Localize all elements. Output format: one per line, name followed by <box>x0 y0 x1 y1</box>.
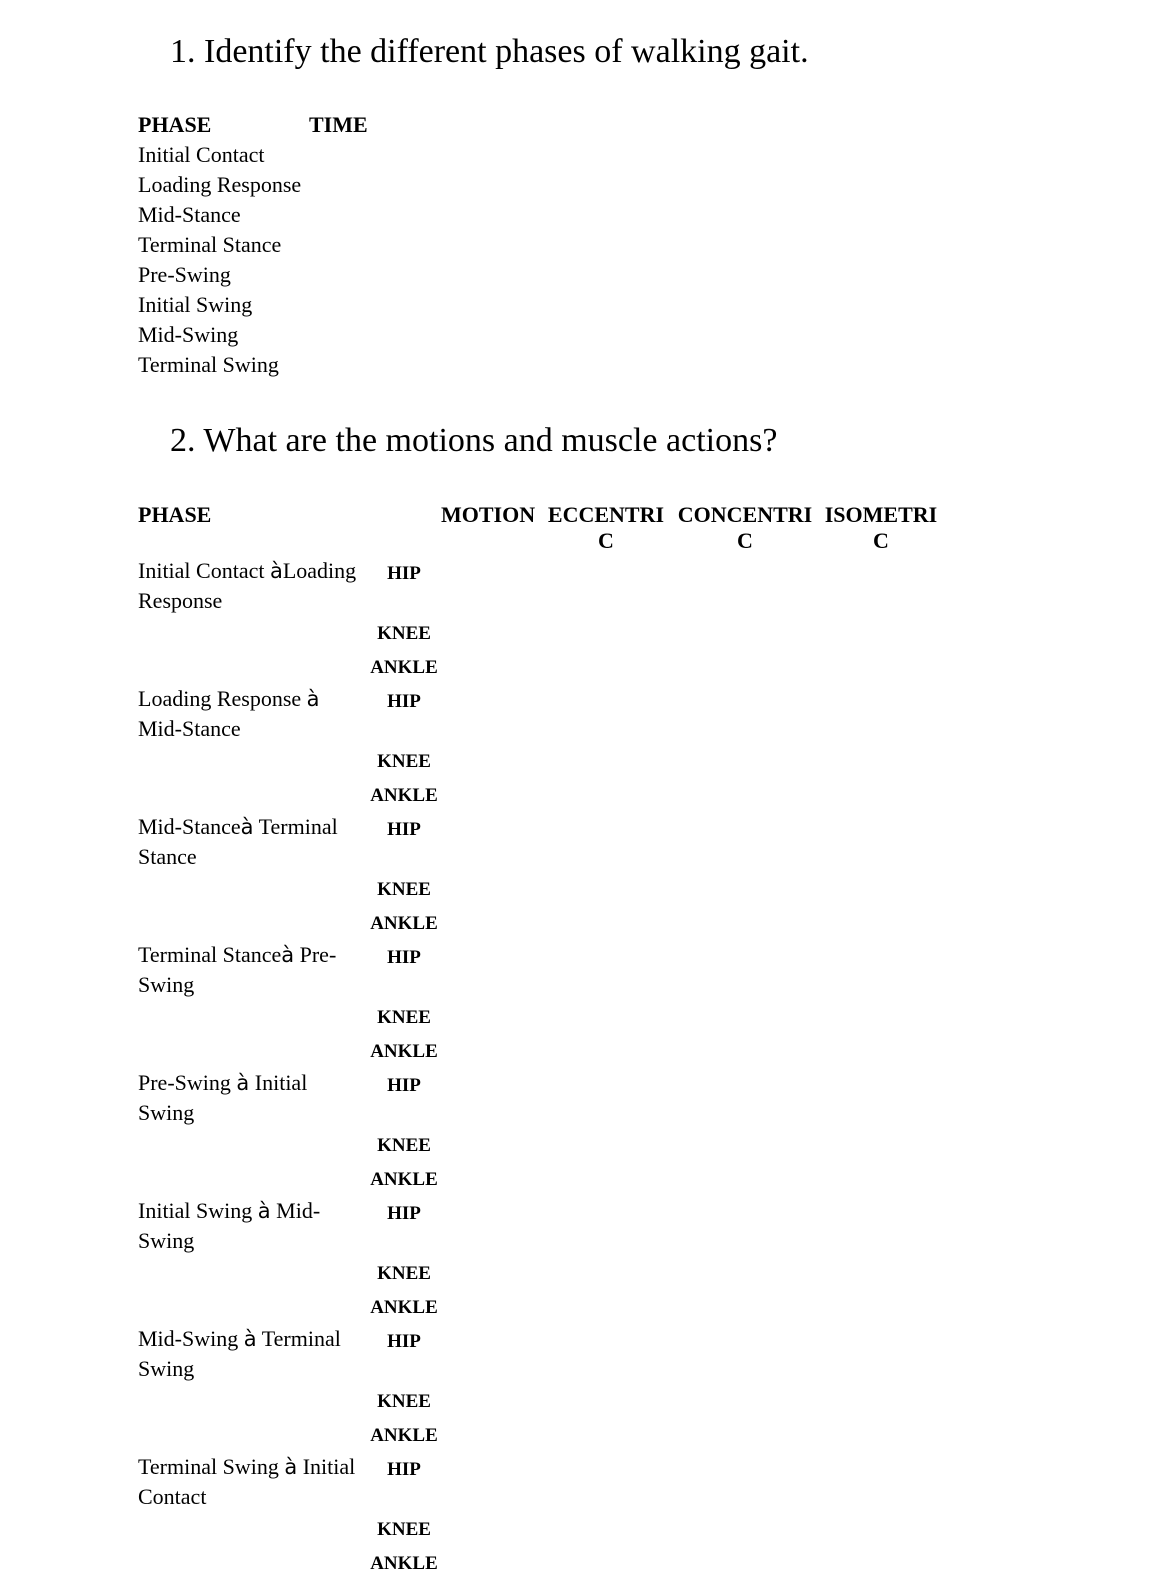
q2-eccentric-header: ECCENTRI C <box>547 502 665 553</box>
phase-line2: Response <box>138 588 223 613</box>
joint-label-knee: KNEE <box>377 1007 431 1028</box>
joint-label-hip: HIP <box>387 1459 421 1480</box>
q2-phase-label <box>138 1196 320 1256</box>
q2-phase-header: PHASE <box>138 502 212 527</box>
joint-label-knee: KNEE <box>377 1391 431 1412</box>
joint-label-ankle: ANKLE <box>370 1041 438 1062</box>
joint-label-hip: HIP <box>387 1331 421 1352</box>
q2-phase-label <box>138 940 336 1000</box>
q1-phase-item: Pre-Swing <box>138 262 231 287</box>
phase-from: Initial Swing <box>138 1198 258 1223</box>
phase-line2: Swing <box>138 1100 195 1125</box>
phase-from: Loading Response <box>138 686 307 711</box>
phase-from: Terminal Stance <box>138 942 282 967</box>
joint-label-hip: HIP <box>387 691 421 712</box>
phase-to: Mid- <box>270 1198 321 1223</box>
phase-to: Initial <box>249 1070 308 1095</box>
joint-label-ankle: ANKLE <box>370 913 438 934</box>
q2-isometric-header: ISOMETRI C <box>824 502 938 553</box>
phase-line2: Stance <box>138 844 197 869</box>
joint-label-ankle: ANKLE <box>370 657 438 678</box>
joint-label-ankle: ANKLE <box>370 1169 438 1190</box>
q1-phase-item: Mid-Swing <box>138 322 239 347</box>
phase-arrow: à <box>281 943 295 967</box>
joint-label-hip: HIP <box>387 563 421 584</box>
phase-arrow: à <box>269 559 283 583</box>
phase-line2: Swing <box>138 1228 195 1253</box>
phase-to: Pre- <box>294 942 337 967</box>
joint-label-knee: KNEE <box>377 879 431 900</box>
q2-phase-label <box>138 1452 355 1512</box>
phase-arrow: à <box>240 815 254 839</box>
joint-label-ankle: ANKLE <box>370 1553 438 1574</box>
q1-phase-item: Mid-Stance <box>138 202 241 227</box>
phase-line2: Swing <box>138 1356 195 1381</box>
phase-to: Terminal <box>253 814 338 839</box>
phase-from: Terminal Swing <box>138 1454 285 1479</box>
phase-to: Initial <box>297 1454 356 1479</box>
phase-to: Terminal <box>256 1326 341 1351</box>
q1-phase-item: Terminal Swing <box>138 352 279 377</box>
q2-heading: 2. What are the motions and muscle actions? <box>170 422 778 459</box>
q2-phase-label <box>138 684 320 744</box>
joint-label-knee: KNEE <box>377 1263 431 1284</box>
q1-phase-item: Terminal Stance <box>138 232 282 257</box>
joint-label-hip: HIP <box>387 1203 421 1224</box>
phase-from: Initial Contact <box>138 558 270 583</box>
q1-phase-item: Initial Swing <box>138 292 253 317</box>
phase-arrow: à <box>257 1199 271 1223</box>
phase-arrow: à <box>243 1327 257 1351</box>
q1-time-header: TIME <box>309 112 368 137</box>
joint-label-hip: HIP <box>387 819 421 840</box>
q2-phase-label <box>138 1068 307 1128</box>
q1-heading: 1. Identify the different phases of walking gait. <box>170 33 809 70</box>
joint-label-knee: KNEE <box>377 751 431 772</box>
joint-label-hip: HIP <box>387 947 421 968</box>
joint-label-ankle: ANKLE <box>370 785 438 806</box>
q1-phase-item: Loading Response <box>138 172 302 197</box>
joint-label-knee: KNEE <box>377 1519 431 1540</box>
phase-arrow: à <box>236 1071 250 1095</box>
phase-line2: Contact <box>138 1484 207 1509</box>
joint-label-ankle: ANKLE <box>370 1425 438 1446</box>
q2-phase-label <box>138 556 356 616</box>
joint-label-ankle: ANKLE <box>370 1297 438 1318</box>
phase-line2: Swing <box>138 972 195 997</box>
joint-label-knee: KNEE <box>377 1135 431 1156</box>
q1-phase-item: Initial Contact <box>138 142 265 167</box>
q2-concentric-header: CONCENTRI C <box>677 502 813 553</box>
joint-label-hip: HIP <box>387 1075 421 1096</box>
phase-to: Loading <box>282 558 357 583</box>
phase-from: Pre-Swing <box>138 1070 237 1095</box>
phase-arrow: à <box>306 687 320 711</box>
phase-arrow: à <box>284 1455 298 1479</box>
phase-line2: Mid-Stance <box>138 716 241 741</box>
q2-motion-header: MOTION <box>441 502 536 527</box>
q2-phase-label <box>138 1324 341 1384</box>
phase-from: Mid-Stance <box>138 814 241 839</box>
q1-phase-header: PHASE <box>138 112 212 137</box>
phase-from: Mid-Swing <box>138 1326 244 1351</box>
joint-label-knee: KNEE <box>377 623 431 644</box>
q2-phase-label <box>138 812 338 872</box>
